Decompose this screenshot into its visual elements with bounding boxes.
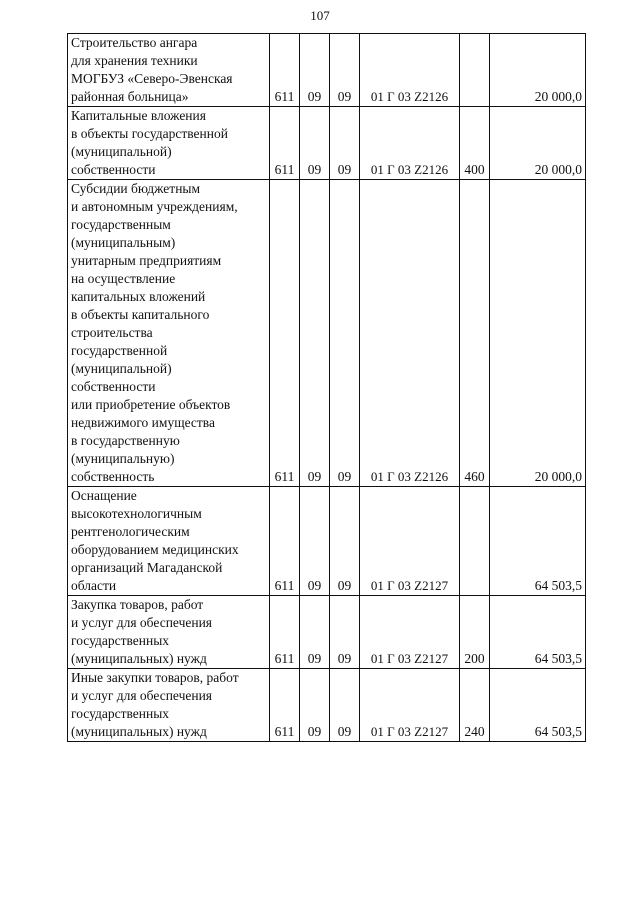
target-article-cell: 01 Г 03 Z2127: [360, 487, 460, 596]
ministry-code-cell: 611: [270, 180, 300, 487]
item-name-cell: [68, 180, 270, 487]
item-name-line: унитарным предприятиям: [71, 253, 222, 268]
item-name-line: области: [71, 578, 117, 593]
item-name-cell: [68, 34, 270, 107]
item-name-line: (муниципальной): [71, 144, 172, 159]
item-name-line: собственность: [71, 469, 155, 484]
amount-cell: 20 000,0: [490, 34, 586, 107]
item-name-line: недвижимого имущества: [71, 415, 215, 430]
item-name-line: организаций Магаданской: [71, 560, 223, 575]
subsection-code-cell: 09: [330, 34, 360, 107]
ministry-code-cell: 611: [270, 34, 300, 107]
ministry-code-cell: 611: [270, 487, 300, 596]
budget-table: [67, 33, 586, 742]
item-name-cell: [68, 669, 270, 742]
subsection-code-cell: 09: [330, 596, 360, 669]
amount-cell: 64 503,5: [490, 669, 586, 742]
ministry-code-cell: 611: [270, 669, 300, 742]
ministry-code-cell: 611: [270, 107, 300, 180]
item-name-cell: [68, 596, 270, 669]
item-name-line: Капитальные вложения: [71, 108, 206, 123]
item-name-line: Закупка товаров, работ: [71, 597, 204, 612]
item-name-line: государственных: [71, 633, 170, 648]
item-name-line: в государственную: [71, 433, 180, 448]
item-name-line: (муниципальных) нужд: [71, 651, 207, 666]
item-name-line: государственным: [71, 217, 171, 232]
item-name-line: на осуществление: [71, 271, 176, 286]
table-row: [68, 34, 586, 107]
item-name-line: собственности: [71, 162, 156, 177]
item-name-line: МОГБУЗ «Северо-Эвенская: [71, 71, 233, 86]
section-code-cell: 09: [300, 180, 330, 487]
item-name-line: строительства: [71, 325, 153, 340]
item-name-line: (муниципальную): [71, 451, 175, 466]
section-code-cell: 09: [300, 669, 330, 742]
target-article-cell: 01 Г 03 Z2127: [360, 669, 460, 742]
target-article-cell: 01 Г 03 Z2126: [360, 107, 460, 180]
amount-cell: 20 000,0: [490, 180, 586, 487]
table-row: [68, 596, 586, 669]
item-name-line: Строительство ангара: [71, 35, 198, 50]
target-article-cell: 01 Г 03 Z2126: [360, 34, 460, 107]
section-code-cell: 09: [300, 487, 330, 596]
expense-type-cell: 400: [460, 107, 490, 180]
table-row: [68, 669, 586, 742]
expense-type-cell: [460, 487, 490, 596]
subsection-code-cell: 09: [330, 180, 360, 487]
item-name-line: рентгенологическим: [71, 524, 190, 539]
expense-type-cell: [460, 34, 490, 107]
item-name-line: (муниципальным): [71, 235, 176, 250]
item-name-line: в объекты капитального: [71, 307, 210, 322]
item-name-line: и услуг для обеспечения: [71, 688, 213, 703]
item-name-line: или приобретение объектов: [71, 397, 231, 412]
amount-cell: 64 503,5: [490, 596, 586, 669]
target-article-cell: 01 Г 03 Z2127: [360, 596, 460, 669]
subsection-code-cell: 09: [330, 669, 360, 742]
table-row: [68, 180, 586, 487]
item-name-line: и автономным учреждениям,: [71, 199, 238, 214]
item-name-line: Иные закупки товаров, работ: [71, 670, 239, 685]
item-name-line: государственных: [71, 706, 170, 721]
item-name-cell: [68, 487, 270, 596]
amount-cell: 64 503,5: [490, 487, 586, 596]
table-row: [68, 107, 586, 180]
item-name-line: собственности: [71, 379, 156, 394]
expense-type-cell: 460: [460, 180, 490, 487]
page-number: 107: [310, 8, 330, 23]
item-name-cell: [68, 107, 270, 180]
section-code-cell: 09: [300, 596, 330, 669]
item-name-line: для хранения техники: [71, 53, 198, 68]
table-body: [68, 34, 586, 742]
target-article-cell: 01 Г 03 Z2126: [360, 180, 460, 487]
item-name-line: государственной: [71, 343, 168, 358]
table-row: [68, 487, 586, 596]
amount-cell: 20 000,0: [490, 107, 586, 180]
item-name-line: капитальных вложений: [71, 289, 206, 304]
item-name-line: (муниципальных) нужд: [71, 724, 207, 739]
subsection-code-cell: 09: [330, 107, 360, 180]
item-name-line: и услуг для обеспечения: [71, 615, 213, 630]
section-code-cell: 09: [300, 34, 330, 107]
item-name-line: (муниципальной): [71, 361, 172, 376]
item-name-line: в объекты государственной: [71, 126, 228, 141]
item-name-line: Оснащение: [71, 488, 137, 503]
expense-type-cell: 240: [460, 669, 490, 742]
section-code-cell: 09: [300, 107, 330, 180]
item-name-line: Субсидии бюджетным: [71, 181, 201, 196]
item-name-line: высокотехнологичным: [71, 506, 202, 521]
subsection-code-cell: 09: [330, 487, 360, 596]
item-name-line: оборудованием медицинских: [71, 542, 239, 557]
expense-type-cell: 200: [460, 596, 490, 669]
item-name-line: районная больница»: [71, 89, 189, 104]
ministry-code-cell: 611: [270, 596, 300, 669]
